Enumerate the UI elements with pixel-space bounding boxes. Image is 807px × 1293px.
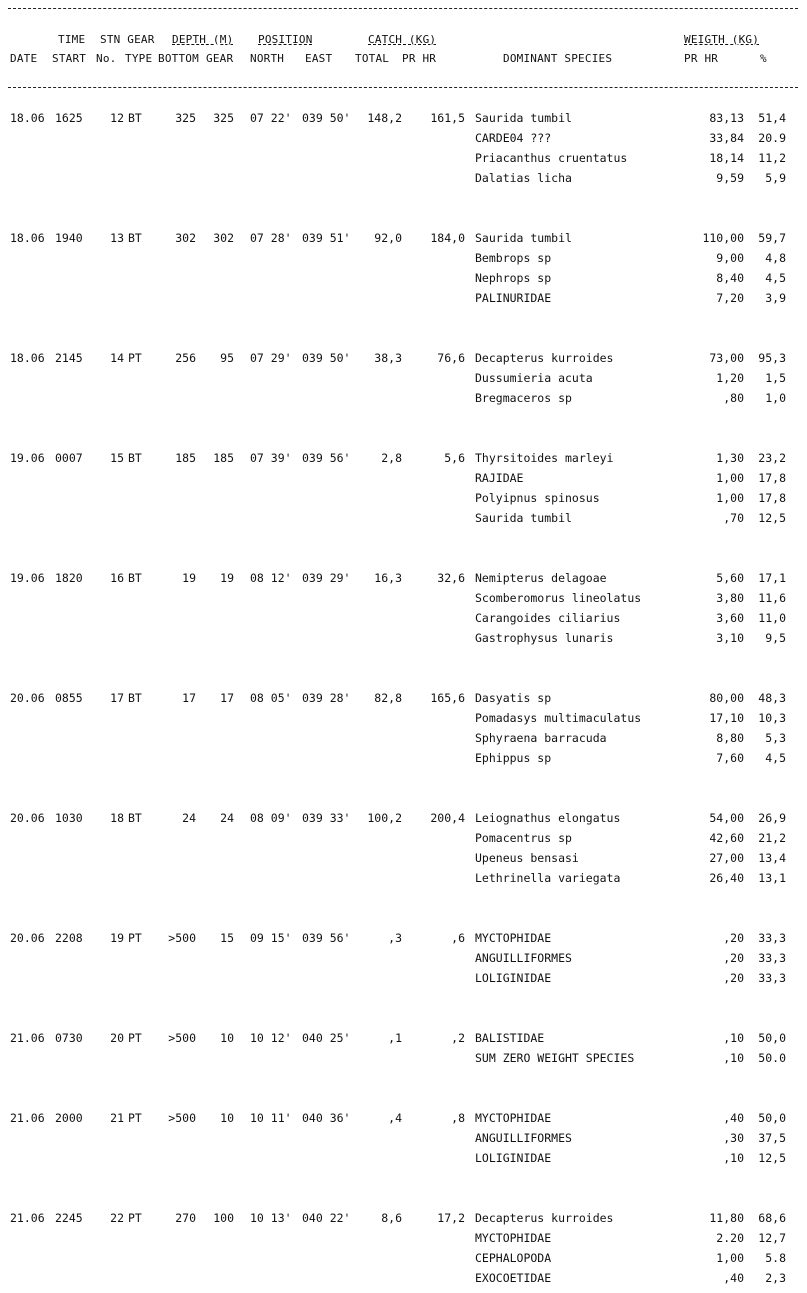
species-weight-pr-hr: ,40: [723, 1271, 744, 1285]
station-bottom: >500: [168, 1111, 196, 1125]
station-no: 22: [110, 1211, 124, 1225]
species-name: Dussumieria acuta: [475, 371, 593, 385]
station-no: 16: [110, 571, 124, 585]
species-weight-pr-hr: ,80: [723, 391, 744, 405]
station-type: PT: [128, 931, 142, 945]
species-weight-pr-hr: ,10: [723, 1151, 744, 1165]
header-date: DATE: [10, 52, 38, 65]
station-no: 20: [110, 1031, 124, 1045]
species-percent: 33,3: [758, 951, 786, 965]
station-gear: 10: [220, 1111, 234, 1125]
species-name: PALINURIDAE: [475, 291, 552, 305]
station-start: 1940: [55, 231, 83, 245]
station-date: 20.06: [10, 931, 45, 945]
station-north: 10 13': [250, 1211, 292, 1225]
station-type: BT: [128, 451, 142, 465]
station-east: 039 56': [302, 931, 351, 945]
species-name: SUM ZERO WEIGHT SPECIES: [475, 1051, 635, 1065]
species-weight-pr-hr: 5,60: [716, 571, 744, 585]
species-name: Nephrops sp: [475, 271, 552, 285]
species-name: BALISTIDAE: [475, 1031, 545, 1045]
species-percent: 59,7: [758, 231, 786, 245]
species-percent: 17,1: [758, 571, 786, 585]
species-name: Pomacentrus sp: [475, 831, 572, 845]
header-gear: GEAR: [206, 52, 234, 65]
species-name: Pomadasys multimaculatus: [475, 711, 642, 725]
species-name: Dalatias licha: [475, 171, 572, 185]
species-weight-pr-hr: 1,00: [716, 491, 744, 505]
station-total: 92,0: [374, 231, 402, 245]
station-pr-hr: 32,6: [437, 571, 465, 585]
species-percent: 48,3: [758, 691, 786, 705]
station-type: BT: [128, 691, 142, 705]
station-start: 1030: [55, 811, 83, 825]
station-total: ,4: [388, 1111, 402, 1125]
species-weight-pr-hr: 9,00: [716, 251, 744, 265]
species-percent: 21,2: [758, 831, 786, 845]
species-percent: 33,3: [758, 971, 786, 985]
species-weight-pr-hr: 7,60: [716, 751, 744, 765]
station-east: 040 22': [302, 1211, 351, 1225]
station-pr-hr: 184,0: [430, 231, 465, 245]
station-gear: 10: [220, 1031, 234, 1045]
species-weight-pr-hr: ,20: [723, 971, 744, 985]
station-north: 07 28': [250, 231, 292, 245]
species-weight-pr-hr: ,20: [723, 951, 744, 965]
station-gear: 15: [220, 931, 234, 945]
species-weight-pr-hr: 2.20: [716, 1231, 744, 1245]
species-name: ANGUILLIFORMES: [475, 951, 572, 965]
species-weight-pr-hr: 17,10: [709, 711, 744, 725]
station-type: PT: [128, 1211, 142, 1225]
station-bottom: 24: [182, 811, 196, 825]
species-percent: 12,5: [758, 511, 786, 525]
station-bottom: 325: [175, 111, 196, 125]
species-percent: 17,8: [758, 491, 786, 505]
station-total: 2,8: [381, 451, 402, 465]
station-bottom: 256: [175, 351, 196, 365]
species-weight-pr-hr: 26,40: [709, 871, 744, 885]
species-name: Nemipterus delagoae: [475, 571, 607, 585]
species-weight-pr-hr: 33,84: [709, 131, 744, 145]
station-no: 14: [110, 351, 124, 365]
species-weight-pr-hr: 54,00: [709, 811, 744, 825]
species-percent: 5,9: [765, 171, 786, 185]
station-pr-hr: 200,4: [430, 811, 465, 825]
species-name: Saurida tumbil: [475, 231, 572, 245]
species-weight-pr-hr: ,10: [723, 1031, 744, 1045]
species-name: CEPHALOPODA: [475, 1251, 552, 1265]
species-percent: 1,5: [765, 371, 786, 385]
species-weight-pr-hr: 1,00: [716, 1251, 744, 1265]
station-date: 21.06: [10, 1031, 45, 1045]
species-percent: 12,7: [758, 1231, 786, 1245]
station-gear: 24: [220, 811, 234, 825]
species-weight-pr-hr: 3,60: [716, 611, 744, 625]
station-total: 38,3: [374, 351, 402, 365]
station-no: 15: [110, 451, 124, 465]
station-north: 08 12': [250, 571, 292, 585]
species-weight-pr-hr: ,10: [723, 1051, 744, 1065]
station-north: 09 15': [250, 931, 292, 945]
station-east: 039 50': [302, 111, 351, 125]
species-weight-pr-hr: ,40: [723, 1111, 744, 1125]
species-name: Gastrophysus lunaris: [475, 631, 614, 645]
station-bottom: >500: [168, 1031, 196, 1045]
header-pr-hr: PR HR: [402, 52, 437, 65]
station-total: 8,6: [381, 1211, 402, 1225]
station-no: 13: [110, 231, 124, 245]
station-pr-hr: 161,5: [430, 111, 465, 125]
species-name: Bregmaceros sp: [475, 391, 572, 405]
station-date: 21.06: [10, 1111, 45, 1125]
species-name: MYCTOPHIDAE: [475, 1231, 552, 1245]
species-percent: 26,9: [758, 811, 786, 825]
station-bottom: 19: [182, 571, 196, 585]
station-north: 08 09': [250, 811, 292, 825]
species-percent: 68,6: [758, 1211, 786, 1225]
header-total: TOTAL: [355, 52, 390, 65]
species-percent: 1,0: [765, 391, 786, 405]
species-percent: 95,3: [758, 351, 786, 365]
species-name: Sphyraena barracuda: [475, 731, 607, 745]
station-bottom: 270: [175, 1211, 196, 1225]
station-date: 18.06: [10, 111, 45, 125]
species-name: RAJIDAE: [475, 471, 524, 485]
header-start: START: [52, 52, 87, 65]
species-percent: 10,3: [758, 711, 786, 725]
species-name: Priacanthus cruentatus: [475, 151, 628, 165]
station-no: 12: [110, 111, 124, 125]
species-weight-pr-hr: ,70: [723, 511, 744, 525]
species-weight-pr-hr: 1,00: [716, 471, 744, 485]
species-weight-pr-hr: 18,14: [709, 151, 744, 165]
station-north: 08 05': [250, 691, 292, 705]
station-date: 20.06: [10, 811, 45, 825]
species-weight-pr-hr: 80,00: [709, 691, 744, 705]
header-weight-pr-hr: PR HR: [684, 52, 719, 65]
station-start: 2145: [55, 351, 83, 365]
station-date: 19.06: [10, 451, 45, 465]
station-date: 18.06: [10, 351, 45, 365]
species-weight-pr-hr: ,30: [723, 1131, 744, 1145]
species-name: ANGUILLIFORMES: [475, 1131, 572, 1145]
header-weight: WEIGTH (KG): [684, 33, 760, 46]
species-weight-pr-hr: 8,40: [716, 271, 744, 285]
station-north: 10 11': [250, 1111, 292, 1125]
species-weight-pr-hr: 3,80: [716, 591, 744, 605]
station-gear: 302: [213, 231, 234, 245]
station-pr-hr: 5,6: [444, 451, 465, 465]
station-east: 039 33': [302, 811, 351, 825]
species-name: Saurida tumbil: [475, 511, 572, 525]
species-percent: 11,0: [758, 611, 786, 625]
station-bottom: >500: [168, 931, 196, 945]
station-date: 20.06: [10, 691, 45, 705]
station-type: PT: [128, 351, 142, 365]
header-percent: %: [760, 52, 767, 65]
species-weight-pr-hr: 1,30: [716, 451, 744, 465]
station-east: 039 51': [302, 231, 351, 245]
species-name: MYCTOPHIDAE: [475, 931, 552, 945]
header-position: POSITION: [258, 33, 313, 46]
station-date: 18.06: [10, 231, 45, 245]
species-name: LOLIGINIDAE: [475, 1151, 552, 1165]
species-weight-pr-hr: 1,20: [716, 371, 744, 385]
station-total: 16,3: [374, 571, 402, 585]
station-start: 2000: [55, 1111, 83, 1125]
species-percent: 50.0: [758, 1051, 786, 1065]
species-name: Lethrinella variegata: [475, 871, 621, 885]
species-percent: 11,6: [758, 591, 786, 605]
species-percent: 5,3: [765, 731, 786, 745]
species-name: Scomberomorus lineolatus: [475, 591, 642, 605]
species-percent: 4,5: [765, 271, 786, 285]
header-no: No.: [96, 52, 117, 65]
species-percent: 4,5: [765, 751, 786, 765]
species-weight-pr-hr: 7,20: [716, 291, 744, 305]
station-total: 82,8: [374, 691, 402, 705]
station-date: 21.06: [10, 1211, 45, 1225]
species-name: Decapterus kurroides: [475, 1211, 614, 1225]
species-weight-pr-hr: 3,10: [716, 631, 744, 645]
station-gear: 95: [220, 351, 234, 365]
station-type: PT: [128, 1111, 142, 1125]
station-no: 18: [110, 811, 124, 825]
species-name: EXOCOETIDAE: [475, 1271, 552, 1285]
header-east: EAST: [305, 52, 333, 65]
station-east: 039 28': [302, 691, 351, 705]
station-type: BT: [128, 571, 142, 585]
species-name: Decapterus kurroides: [475, 351, 614, 365]
station-date: 19.06: [10, 571, 45, 585]
species-name: Saurida tumbil: [475, 111, 572, 125]
header-dashed-rule: [8, 87, 798, 88]
species-weight-pr-hr: 9,59: [716, 171, 744, 185]
station-gear: 185: [213, 451, 234, 465]
station-type: BT: [128, 111, 142, 125]
station-no: 17: [110, 691, 124, 705]
station-bottom: 17: [182, 691, 196, 705]
header-time: TIME: [58, 33, 86, 46]
station-total: ,1: [388, 1031, 402, 1045]
species-percent: 20.9: [758, 131, 786, 145]
station-north: 07 22': [250, 111, 292, 125]
species-name: Upeneus bensasi: [475, 851, 579, 865]
species-percent: 5.8: [765, 1251, 786, 1265]
station-total: 148,2: [367, 111, 402, 125]
station-east: 040 25': [302, 1031, 351, 1045]
station-east: 039 56': [302, 451, 351, 465]
header-dominant-species: DOMINANT SPECIES: [503, 52, 613, 65]
species-percent: 51,4: [758, 111, 786, 125]
species-name: Ephippus sp: [475, 751, 552, 765]
species-percent: 33,3: [758, 931, 786, 945]
station-total: 100,2: [367, 811, 402, 825]
station-pr-hr: 17,2: [437, 1211, 465, 1225]
station-pr-hr: 76,6: [437, 351, 465, 365]
species-percent: 2,3: [765, 1271, 786, 1285]
station-gear: 325: [213, 111, 234, 125]
station-gear: 19: [220, 571, 234, 585]
header-north: NORTH: [250, 52, 285, 65]
station-type: BT: [128, 811, 142, 825]
station-east: 040 36': [302, 1111, 351, 1125]
station-total: ,3: [388, 931, 402, 945]
species-weight-pr-hr: 42,60: [709, 831, 744, 845]
species-percent: 11,2: [758, 151, 786, 165]
species-percent: 23,2: [758, 451, 786, 465]
station-north: 07 39': [250, 451, 292, 465]
station-east: 039 29': [302, 571, 351, 585]
header-catch: CATCH (KG): [368, 33, 437, 46]
station-type: PT: [128, 1031, 142, 1045]
station-pr-hr: ,2: [451, 1031, 465, 1045]
station-pr-hr: ,8: [451, 1111, 465, 1125]
species-percent: 13,4: [758, 851, 786, 865]
station-start: 1820: [55, 571, 83, 585]
station-start: 0730: [55, 1031, 83, 1045]
species-percent: 37,5: [758, 1131, 786, 1145]
station-type: BT: [128, 231, 142, 245]
species-name: MYCTOPHIDAE: [475, 1111, 552, 1125]
species-weight-pr-hr: 8,80: [716, 731, 744, 745]
species-percent: 13,1: [758, 871, 786, 885]
species-name: Carangoides ciliarius: [475, 611, 621, 625]
species-weight-pr-hr: 27,00: [709, 851, 744, 865]
station-no: 21: [110, 1111, 124, 1125]
station-north: 07 29': [250, 351, 292, 365]
species-percent: 12,5: [758, 1151, 786, 1165]
station-pr-hr: ,6: [451, 931, 465, 945]
header-depth: DEPTH (M): [172, 33, 234, 46]
species-name: Bembrops sp: [475, 251, 552, 265]
station-start: 1625: [55, 111, 83, 125]
station-bottom: 185: [175, 451, 196, 465]
station-start: 2245: [55, 1211, 83, 1225]
station-north: 10 12': [250, 1031, 292, 1045]
species-name: Dasyatis sp: [475, 691, 552, 705]
species-weight-pr-hr: 110,00: [702, 231, 744, 245]
station-start: 0855: [55, 691, 83, 705]
station-start: 0007: [55, 451, 83, 465]
species-name: Polyipnus spinosus: [475, 491, 600, 505]
top-dashed-rule: [8, 8, 798, 9]
station-pr-hr: 165,6: [430, 691, 465, 705]
species-weight-pr-hr: ,20: [723, 931, 744, 945]
species-weight-pr-hr: 83,13: [709, 111, 744, 125]
species-percent: 50,0: [758, 1031, 786, 1045]
station-no: 19: [110, 931, 124, 945]
species-percent: 3,9: [765, 291, 786, 305]
species-percent: 17,8: [758, 471, 786, 485]
species-name: LOLIGINIDAE: [475, 971, 552, 985]
station-bottom: 302: [175, 231, 196, 245]
header-bottom: BOTTOM: [158, 52, 199, 65]
header-type: TYPE: [125, 52, 153, 65]
species-weight-pr-hr: 11,80: [709, 1211, 744, 1225]
station-start: 2208: [55, 931, 83, 945]
header-stn-gear: STN GEAR: [100, 33, 155, 46]
station-gear: 17: [220, 691, 234, 705]
station-east: 039 50': [302, 351, 351, 365]
species-percent: 4,8: [765, 251, 786, 265]
species-name: CARDE04 ???: [475, 131, 552, 145]
species-percent: 9,5: [765, 631, 786, 645]
species-percent: 50,0: [758, 1111, 786, 1125]
species-weight-pr-hr: 73,00: [709, 351, 744, 365]
species-name: Thyrsitoides marleyi: [475, 451, 614, 465]
station-gear: 100: [213, 1211, 234, 1225]
species-name: Leiognathus elongatus: [475, 811, 621, 825]
